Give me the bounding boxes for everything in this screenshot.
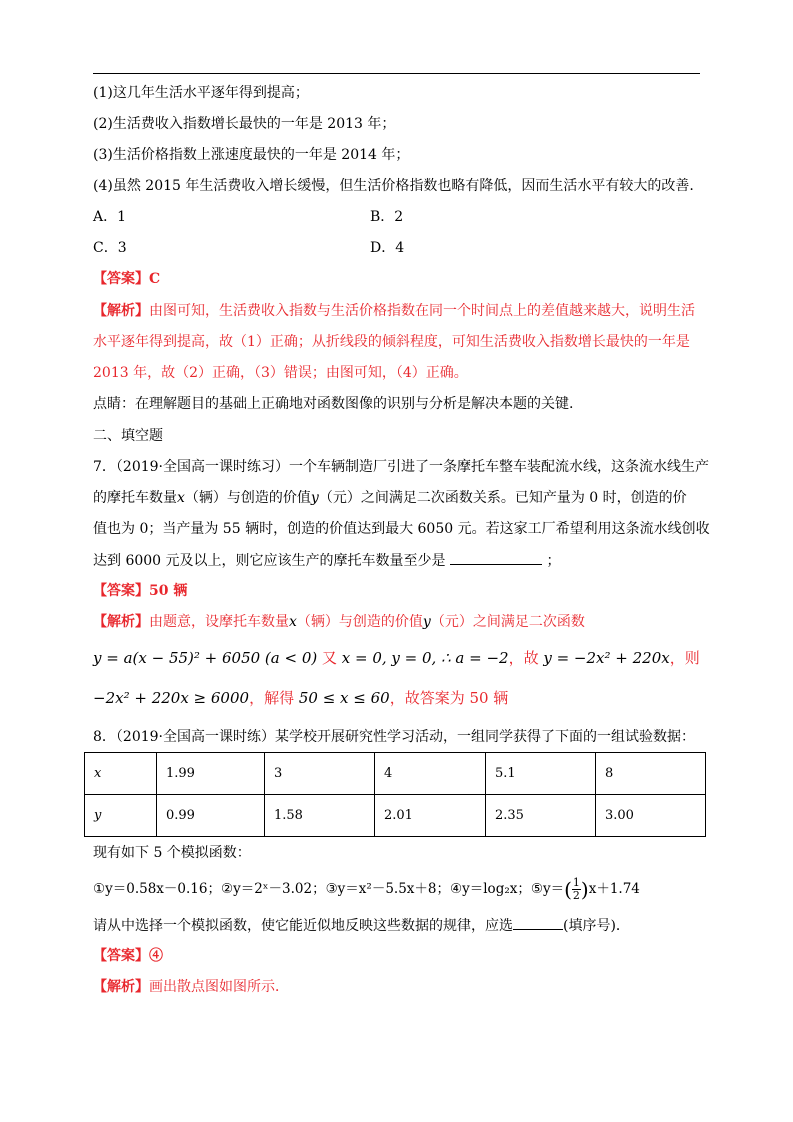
model-5 [530, 876, 640, 902]
q8-line1: 8．（2019·全国高一课时练）某学校开展研究性学习活动，一组同学获得了下面的一组试验数据： [93, 729, 695, 745]
answer-blank[interactable] [513, 915, 563, 930]
answer-blank[interactable] [450, 550, 542, 565]
formula: 50 ≤ x ≤ 60 [298, 689, 390, 707]
analysis-text: ，故 [508, 649, 544, 667]
q8-models [93, 877, 640, 902]
q6-analysis-line3: 2013 年，故（2）正确，（3）错误；由图可知，（4）正确。 [93, 365, 468, 381]
data-table [84, 752, 706, 837]
var-y: y [310, 490, 319, 506]
answer-value: 50 辆 [149, 583, 188, 599]
table-cell: 2.01 [375, 795, 486, 837]
model-5-prefix: ⑤y＝ [530, 881, 565, 897]
model-1: ①y＝0.58x－0.16； [93, 881, 221, 897]
analysis-text: 画出散点图如图所示． [149, 979, 289, 995]
table-cell: 1.58 [265, 795, 375, 837]
analysis-text: ，则 [669, 649, 700, 667]
table-cell: 5.1 [486, 753, 596, 795]
model-2: ②y＝2ˣ－3.02； [220, 881, 326, 897]
question-text: (填序号)． [563, 918, 630, 934]
answer-value: ④ [149, 948, 163, 964]
option-b: B．2 [370, 209, 404, 225]
q7-text: （元）之间满足二次函数关系。已知产量为 0 时，创造的价 [318, 490, 687, 506]
var-x: x [177, 490, 185, 506]
q7-answer [93, 581, 187, 601]
q7-line1: 7．（2019·全国高一课时练习）一个车辆制造厂引进了一条摩托车整车装配流水线，这条流水线生产 [93, 459, 709, 475]
var-x: x [289, 614, 297, 630]
question-text: 请从中选择一个模拟函数，使它能近似地反映这些数据的规律，应选 [93, 918, 513, 934]
option-a: A．1 [93, 209, 127, 225]
q7-line2 [93, 488, 687, 508]
q7-formula-line1 [93, 648, 700, 668]
q7-text: （辆）与创造的价值 [184, 490, 311, 506]
answer-value: C [149, 271, 161, 287]
table-cell: 1.99 [157, 753, 265, 795]
q8-analysis [93, 977, 289, 997]
q6-answer [93, 269, 160, 289]
q6-comment: 点睛：在理解题目的基础上正确地对函数图像的识别与分析是解决本题的关键. [93, 396, 574, 412]
statement-3: (3)生活价格指数上涨速度最快的一年是 2014 年； [93, 147, 410, 163]
q8-models-intro: 现有如下 5 个模拟函数： [93, 845, 251, 861]
analysis-text: （元）之间满足二次函数 [430, 614, 585, 630]
var-y: y [422, 614, 431, 630]
table-row [85, 795, 706, 837]
table-cell: 0.99 [157, 795, 265, 837]
analysis-label: 【解析】 [93, 614, 149, 630]
table-cell: 4 [375, 753, 486, 795]
analysis-text: 由图可知，生活费收入指数与生活价格指数在同一个时间点上的差值越来越大，说明生活 [149, 303, 695, 319]
option-d: D．4 [370, 240, 405, 256]
table-cell: 3 [265, 753, 375, 795]
model-4: ④y＝log₂x； [450, 881, 531, 897]
formula: y = −2x² + 220x [543, 649, 670, 667]
statement-1: (1)这几年生活水平逐年得到提高； [93, 85, 309, 101]
table-row [85, 753, 706, 795]
analysis-text: （辆）与创造的价值 [296, 614, 423, 630]
analysis-text: ，解得 [249, 689, 299, 707]
statement-2: (2)生活费收入指数增长最快的一年是 2013 年； [93, 116, 396, 132]
q7-formula-line2 [93, 688, 508, 708]
q7-text: 的摩托车数量 [93, 490, 177, 506]
header-rule [93, 73, 700, 74]
analysis-text: 又 [317, 649, 342, 667]
answer-label: 【答案】 [93, 271, 149, 287]
answer-label: 【答案】 [93, 948, 149, 964]
q6-analysis-line2: 水平逐年得到提高，故（1）正确；从折线段的倾斜程度，可知生活费收入指数增长最快的一年是 [93, 334, 690, 350]
fraction [572, 877, 581, 902]
analysis-label: 【解析】 [93, 303, 149, 319]
table-cell: y [85, 795, 157, 837]
table-cell: 2.35 [486, 795, 596, 837]
statement-4: (4)虽然 2015 年生活费收入增长缓慢，但生活价格指数也略有降低，因而生活水平有较大的改善. [93, 178, 694, 194]
option-c: C．3 [93, 240, 127, 256]
q7-line4 [93, 550, 560, 571]
answer-label: 【答案】 [93, 583, 149, 599]
formula: y = a(x − 55)² + 6050 (a < 0) [93, 649, 318, 667]
q8-answer [93, 946, 163, 966]
q7-text: 达到 6000 元及以上，则它应该生产的摩托车数量至少是 [93, 553, 446, 569]
q7-text: ； [546, 553, 561, 569]
table-cell: x [85, 753, 157, 795]
formula: x = 0, y = 0, ∴ a = −2 [341, 649, 509, 667]
q7-line3: 值也为 0；当产量为 55 辆时，创造的价值达到最大 6050 元。若这家工厂希望利用这条流水线创收 [93, 521, 710, 537]
paren-left: ( [564, 877, 572, 902]
model-3: ③y＝x²－5.5x＋8； [325, 881, 451, 897]
q6-analysis-line1 [93, 301, 695, 321]
q7-analysis-line1 [93, 612, 585, 632]
paren-right: ) [580, 877, 589, 902]
fraction-denominator: 2 [572, 889, 580, 902]
section-title: 二、填空题 [93, 428, 163, 444]
model-5-suffix: x＋1.74 [588, 881, 640, 897]
table-cell: 3.00 [596, 795, 706, 837]
formula: −2x² + 220x ≥ 6000 [93, 689, 250, 707]
fraction-numerator: 1 [572, 876, 580, 889]
analysis-text: 由题意，设摩托车数量 [149, 614, 289, 630]
analysis-label: 【解析】 [93, 979, 149, 995]
table-cell: 8 [596, 753, 706, 795]
q8-question [93, 915, 630, 936]
analysis-text: ，故答案为 50 辆 [389, 689, 509, 707]
